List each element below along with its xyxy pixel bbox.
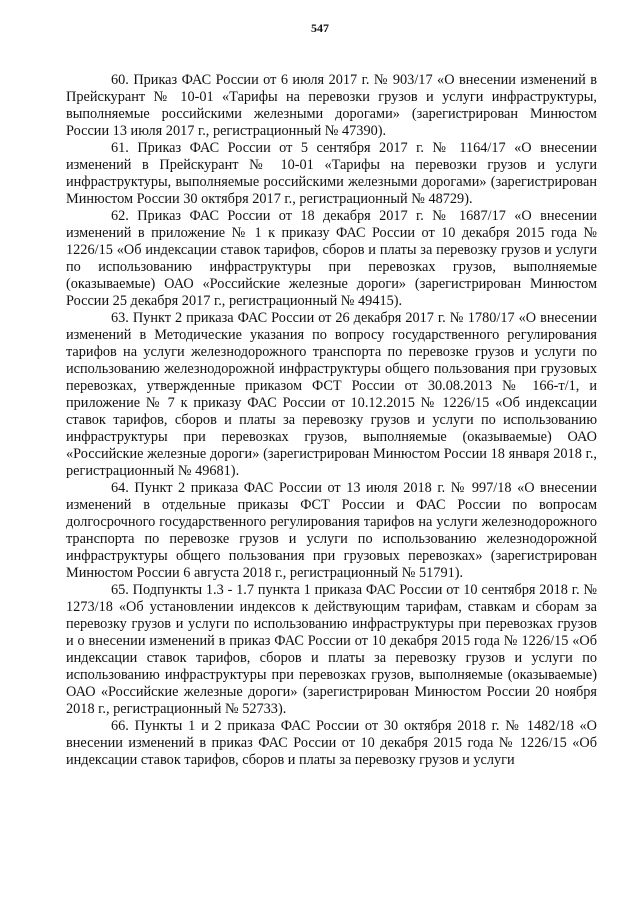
paragraph-63-text: 63. Пункт 2 приказа ФАС России от 26 декабря 2017 г. № 1780/17 «О внесении изменений в Методические указания по вопросу государственного регулирования тарифов на услуги железнодорожного транспорта по перевозке грузов и услуги по использованию железнодорожной инфраструктуры общего пользования при грузовых перевозках, утвержденные приказом ФСТ России от 30.08.2013 № 166-т/1, и приложение № 7 к приказу ФАС России от 10.12.2015 № 1226/15 «Об индексации ставок тарифов, сборов и платы за перевозку грузов и услуги по использованию инфраструктуры при перевозках грузов, выполняемые (оказываемые) ОАО «Российские железные дороги» (зарегистрирован Минюстом России 18 января 2018 г., регистрационный № 49681). — [66, 310, 597, 479]
paragraph-61 — [66, 140, 597, 208]
paragraph-62-text: 62. Приказ ФАС России от 18 декабря 2017 г. № 1687/17 «О внесении изменений в приложение № 1 к приказу ФАС России от 10 декабря 2015 года № 1226/15 «Об индексации ставок тарифов, сборов и платы за перевозку грузов и услуги по использованию инфраструктуры при перевозках грузов, выполняемые (оказываемые) ОАО «Российские железные дороги» (зарегистрирован Минюстом России 25 декабря 2017 г., регистрационный № 49415). — [66, 208, 597, 309]
document-body — [66, 72, 597, 769]
paragraph-66 — [66, 718, 597, 769]
page-number: 547 — [311, 21, 329, 35]
paragraph-65 — [66, 582, 597, 718]
paragraph-63 — [66, 310, 597, 480]
paragraph-60-text: 60. Приказ ФАС России от 6 июля 2017 г. № 903/17 «О внесении изменений в Прейскурант № 10-01 «Тарифы на перевозки грузов и услуги инфраструктуры, выполняемые российскими железными дорогами» (зарегистрирован Минюстом России 13 июля 2017 г., регистрационный № 47390). — [66, 72, 597, 139]
paragraph-61-text: 61. Приказ ФАС России от 5 сентября 2017 г. № 1164/17 «О внесении изменений в Прейскурант № 10-01 «Тарифы на перевозки грузов и услуги инфраструктуры, выполняемые российскими железными дорогами» (зарегистрирован Минюстом России 30 октября 2017 г., регистрационный № 48729). — [66, 140, 597, 207]
paragraph-64-text: 64. Пункт 2 приказа ФАС России от 13 июля 2018 г. № 997/18 «О внесении изменений в отдельные приказы ФСТ России и ФАС России по вопросам долгосрочного государственного регулирования тарифов на услуги железнодорожного транспорта по перевозке грузов и услуги по использованию железнодорожной инфраструктуры общего пользования при грузовых перевозках» (зарегистрирован Минюстом России 6 августа 2018 г., регистрационный № 51791). — [66, 480, 597, 581]
paragraph-66-text: 66. Пункты 1 и 2 приказа ФАС России от 30 октября 2018 г. № 1482/18 «О внесении изменений в приказ ФАС России от 10 декабря 2015 года № 1226/15 «Об индексации ставок тарифов, сборов и платы за перевозку грузов и услуги — [66, 718, 597, 768]
paragraph-60 — [66, 72, 597, 140]
paragraph-62 — [66, 208, 597, 310]
paragraph-65-text: 65. Подпункты 1.3 - 1.7 пункта 1 приказа ФАС России от 10 сентября 2018 г. № 1273/18 «Об установлении индексов к действующим тарифам, ставкам и сборам за перевозку грузов и услуги по использованию инфраструктуры при перевозках грузов и о внесении изменений в приказ ФАС России от 10 декабря 2015 года № 1226/15 «Об индексации ставок тарифов, сборов и платы за перевозку грузов и услуги по использованию инфраструктуры при перевозках грузов, выполняемые (оказываемые) ОАО «Российские железные дороги» (зарегистрирован Минюстом России 20 ноября 2018 г., регистрационный № 52733). — [66, 582, 597, 717]
paragraph-64 — [66, 480, 597, 582]
